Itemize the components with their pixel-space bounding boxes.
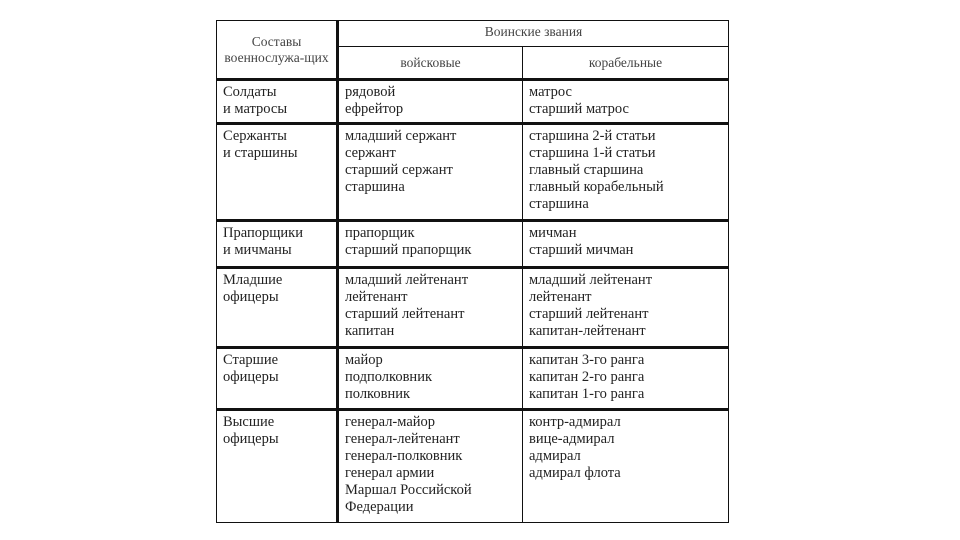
group-cell [217,348,338,410]
table-row [217,124,729,221]
rank-line: и матросы [223,101,288,117]
navy-ranks-cell [523,80,729,124]
rank-line: Младшие [223,272,283,288]
rank-line: капитан 3-го ранга [529,352,645,368]
navy-ranks-cell [523,410,729,523]
rank-line: генерал-полковник [345,448,463,464]
army-ranks-cell [338,221,523,268]
rank-line: младший лейтенант [529,272,653,288]
army-ranks-cell [338,410,523,523]
rank-line: рядовой [345,84,396,100]
rank-line: Сержанты [223,128,287,144]
rank-line: адмирал [529,448,581,464]
rank-line: адмирал флота [529,465,621,481]
rank-line: старшина [529,196,589,212]
group-cell [217,410,338,523]
header-army: войсковые [338,47,523,80]
rank-line: генерал армии [345,465,435,481]
group-cell [217,268,338,348]
rank-line: Солдаты [223,84,277,100]
rank-line: Федерации [345,499,414,515]
rank-line: старшина 2-й статьи [529,128,656,144]
rank-line: главный корабельный [529,179,664,195]
rank-line: офицеры [223,431,279,447]
header-ranks: Воинские звания [338,21,729,47]
table-row [217,80,729,124]
rank-line: ефрейтор [345,101,404,117]
table-row [217,348,729,410]
rank-line: и старшины [223,145,298,161]
group-cell [217,221,338,268]
rank-line: офицеры [223,289,279,305]
army-ranks-cell [338,348,523,410]
rank-line: вице-адмирал [529,431,615,447]
rank-line: Старшие [223,352,279,368]
rank-line: лейтенант [529,289,592,305]
rank-line: капитан 2-го ранга [529,369,645,385]
header-navy: корабельные [523,47,729,80]
rank-line: старший матрос [529,101,629,117]
rank-line: младший сержант [345,128,457,144]
rank-line: младший лейтенант [345,272,469,288]
table-row [217,410,729,523]
rank-line: и мичманы [223,242,292,258]
rank-line: старший прапорщик [345,242,472,258]
group-cell [217,80,338,124]
rank-line: главный старшина [529,162,644,178]
rank-line: капитан-лейтенант [529,323,646,339]
rank-line: лейтенант [345,289,408,305]
rank-line: матрос [529,84,572,100]
navy-ranks-cell [523,124,729,221]
rank-line: капитан [345,323,395,339]
rank-line: старший лейтенант [345,306,465,322]
rank-line: подполковник [345,369,432,385]
army-ranks-cell [338,124,523,221]
navy-ranks-cell [523,348,729,410]
group-cell [217,124,338,221]
rank-line: майор [345,352,383,368]
army-ranks-cell [338,268,523,348]
rank-line: старшина [345,179,405,195]
rank-line: полковник [345,386,411,402]
rank-line: генерал-лейтенант [345,431,460,447]
rank-line: контр-адмирал [529,414,621,430]
rank-line: старший мичман [529,242,634,258]
rank-line: капитан 1-го ранга [529,386,645,402]
rank-line: сержант [345,145,396,161]
rank-line: мичман [529,225,577,241]
rank-line: старший лейтенант [529,306,649,322]
military-ranks-table [216,20,729,523]
navy-ranks-cell [523,221,729,268]
rank-line: Прапорщики [223,225,303,241]
rank-line: офицеры [223,369,279,385]
army-ranks-cell [338,80,523,124]
rank-line: старшина 1-й статьи [529,145,656,161]
navy-ranks-cell [523,268,729,348]
header-composition: Составы военнослужа-щих [217,21,338,80]
rank-line: Маршал Российской [345,482,472,498]
rank-line: генерал-майор [345,414,436,430]
table-row [217,268,729,348]
table-row [217,221,729,268]
rank-line: Высшие [223,414,275,430]
rank-line: прапорщик [345,225,415,241]
rank-line: старший сержант [345,162,453,178]
